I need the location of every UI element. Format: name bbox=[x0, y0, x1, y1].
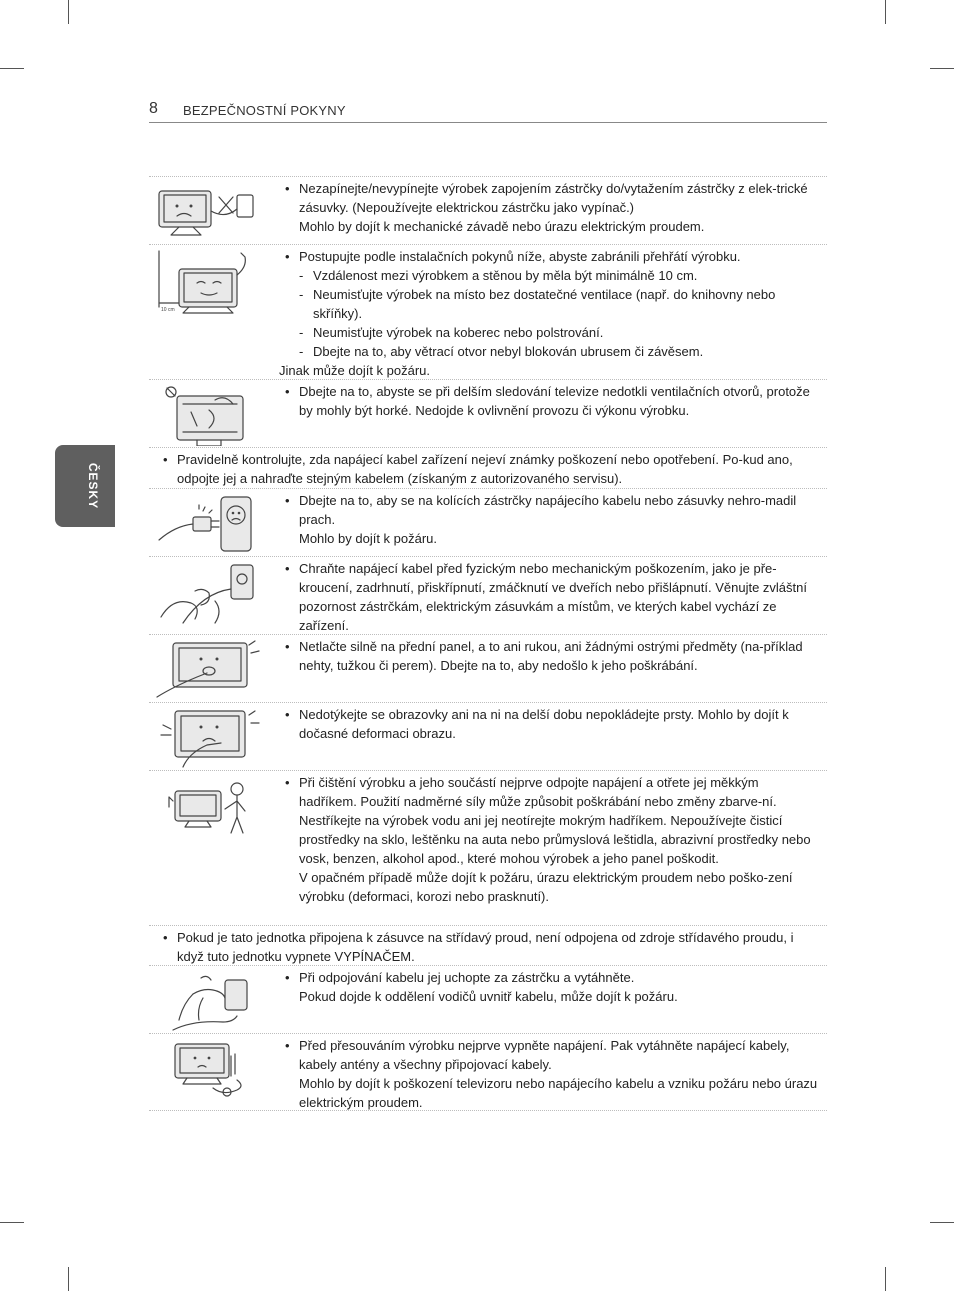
consequence-text: Mohlo by dojít k mechanické závadě nebo úrazu elektrickým proudem. bbox=[299, 219, 705, 234]
cable-damage-illustration bbox=[153, 561, 263, 631]
tv-touch-screen-illustration bbox=[153, 707, 263, 769]
page-header bbox=[149, 100, 827, 123]
bullet-text: • Netlačte silně na přední panel, a to ani rukou, ani žádnými ostrými předměty (na-příklad nehty, tužkou či perem). Dbejte na to, aby nedošlo k jeho poškrábání. bbox=[285, 637, 819, 675]
language-tab-label: ČESKY bbox=[86, 462, 100, 510]
crop-mark bbox=[930, 1222, 954, 1223]
crop-mark bbox=[930, 68, 954, 69]
crop-mark bbox=[885, 1267, 886, 1291]
sub-bullet-text: - Vzdálenost mezi výrobkem a stěnou by měla být minimálně 10 cm. bbox=[285, 266, 819, 285]
item-text bbox=[285, 773, 819, 906]
tv-disconnect-cables-illustration bbox=[153, 1038, 263, 1100]
tv-unplug-illustration bbox=[153, 181, 263, 239]
unplug-by-plug-illustration bbox=[153, 970, 263, 1032]
tv-hot-vents-illustration bbox=[153, 384, 263, 446]
safety-item bbox=[149, 634, 827, 703]
safety-item bbox=[149, 770, 827, 926]
item-text bbox=[163, 928, 819, 966]
bullet-text: • Dbejte na to, aby se na kolících zástrčky napájecího kabelu nebo zásuvky nehro-madil prach. bbox=[285, 491, 819, 529]
bullet-text: • Před přesouváním výrobku nejprve vypněte napájení. Pak vytáhněte napájecí kabely, kabely antény a všechny připojovací kabely. bbox=[285, 1036, 819, 1074]
sub-bullet-text: - Dbejte na to, aby větrací otvor nebyl blokován ubrusem či závěsem. bbox=[285, 342, 819, 361]
bullet-text: • Nedotýkejte se obrazovky ani na ni na delší dobu nepokládejte prsty. Mohlo by dojít k dočasné deformaci obrazu. bbox=[285, 705, 819, 743]
consequence-text: Mohlo by dojít k požáru. bbox=[299, 531, 438, 546]
bullet-text: • Při odpojování kabelu jej uchopte za zástrčku a vytáhněte. bbox=[285, 968, 819, 987]
sub-bullet-text: - Neumisťujte výrobek na místo bez dostatečné ventilace (např. do knihovny nebo skříňky). bbox=[285, 285, 819, 323]
sub-bullet-text: - Neumisťujte výrobek na koberec nebo polstrování. bbox=[285, 323, 819, 342]
crop-mark bbox=[0, 68, 24, 69]
safety-item bbox=[149, 379, 827, 448]
dusty-plug-illustration bbox=[153, 493, 263, 555]
consequence-text: Mohlo by dojít k poškození televizoru nebo napájecího kabelu a vzniku požáru nebo úrazu elektrickým proudem. bbox=[299, 1076, 818, 1110]
distance-label: 10 cm bbox=[161, 307, 175, 313]
bullet-text: • Pokud je tato jednotka připojena k zásuvce na střídavý proud, není odpojena od zdroje střídavého proudu, i když tuto jednotku vypnete VYPÍNAČEM. bbox=[163, 928, 819, 966]
item-text bbox=[163, 450, 819, 488]
bullet-text: • Nezapínejte/nevypínejte výrobek zapojením zástrčky do/vytažením zástrčky z elek-trické zásuvky. (Nepoužívejte elektrickou zástrčku jako vypínač.) bbox=[285, 179, 819, 217]
bullet-text: • Postupujte podle instalačních pokynů níže, abyste zabránili přehřátí výrobku. bbox=[285, 247, 819, 266]
bullet-text: • Dbejte na to, abyste se při delším sledování televize nedotkli ventilačních otvorů, protože by mohly být horké. Nedojde k ovlivnění provozu či výkonu výrobku. bbox=[285, 382, 819, 420]
end-divider bbox=[149, 1110, 827, 1111]
safety-item bbox=[149, 1033, 827, 1111]
safety-item bbox=[149, 488, 827, 557]
item-text bbox=[285, 637, 819, 675]
safety-item bbox=[149, 176, 827, 245]
safety-item bbox=[149, 702, 827, 771]
item-text bbox=[285, 491, 819, 548]
bullet-text: • Chraňte napájecí kabel před fyzickým nebo mechanickým poškozením, jako je pře-kroucení, zadrhnutí, přiskřípnutí, zmáčknutí ve dveřích nebo přišlápnutí. Věnujte zvláštní pozornost zástrčkám, elektrickým zásuvkám a místům, ve kterých kabel vychází ze zařízení. bbox=[285, 559, 819, 635]
tv-pressure-illustration bbox=[153, 639, 263, 701]
crop-mark bbox=[68, 0, 69, 24]
item-text bbox=[285, 179, 819, 236]
page-number: 8 bbox=[149, 100, 158, 117]
crop-mark bbox=[0, 1222, 24, 1223]
consequence-text: V opačném případě může dojít k požáru, úrazu elektrickým proudem nebo poško-zení výrobku (deformaci, korozi nebo prasknutí). bbox=[299, 870, 793, 904]
item-text bbox=[285, 705, 819, 743]
consequence-text: Jinak může dojít k požáru. bbox=[279, 363, 431, 378]
language-tab bbox=[55, 445, 115, 527]
safety-item bbox=[149, 556, 827, 635]
tv-ventilation-illustration bbox=[153, 249, 263, 315]
item-text bbox=[285, 1036, 819, 1112]
crop-mark bbox=[68, 1267, 69, 1291]
item-text bbox=[285, 559, 819, 635]
item-text bbox=[285, 968, 819, 1006]
bullet-text: • Při čištění výrobku a jeho součástí nejprve odpojte napájení a otřete jej měkkým hadříkem. Použití nadměrné síly může způsobit poškrábání nebo změny zbarve-ní. Nestříkejte na výrobek vodu ani jej neotírejte mokrým hadříkem. Nepoužívejte čisticí prostředky na sklo, leštěnku na auta nebo průmyslová leštidla, abrazivní prostředky nebo vosk, benzen, alkohol apod., které mohou výrobek a jeho panel poškodit. bbox=[285, 773, 819, 868]
item-text bbox=[279, 247, 819, 380]
crop-mark bbox=[885, 0, 886, 24]
item-text bbox=[285, 382, 819, 420]
safety-item bbox=[149, 965, 827, 1034]
bullet-text: • Pravidelně kontrolujte, zda napájecí kabel zařízení nejeví známky poškození nebo opotřebení. Po-kud ano, odpojte jej a nahraďte stejným kabelem (získaným z autorizovaného servisu). bbox=[163, 450, 819, 488]
tv-cleaning-illustration bbox=[153, 775, 263, 841]
safety-item bbox=[149, 447, 827, 489]
safety-item bbox=[149, 244, 827, 380]
consequence-text: Pokud dojde k oddělení vodičů uvnitř kabelu, může dojít k požáru. bbox=[299, 989, 678, 1004]
section-title: BEZPEČNOSTNÍ POKYNY bbox=[183, 103, 346, 118]
safety-item bbox=[149, 925, 827, 966]
